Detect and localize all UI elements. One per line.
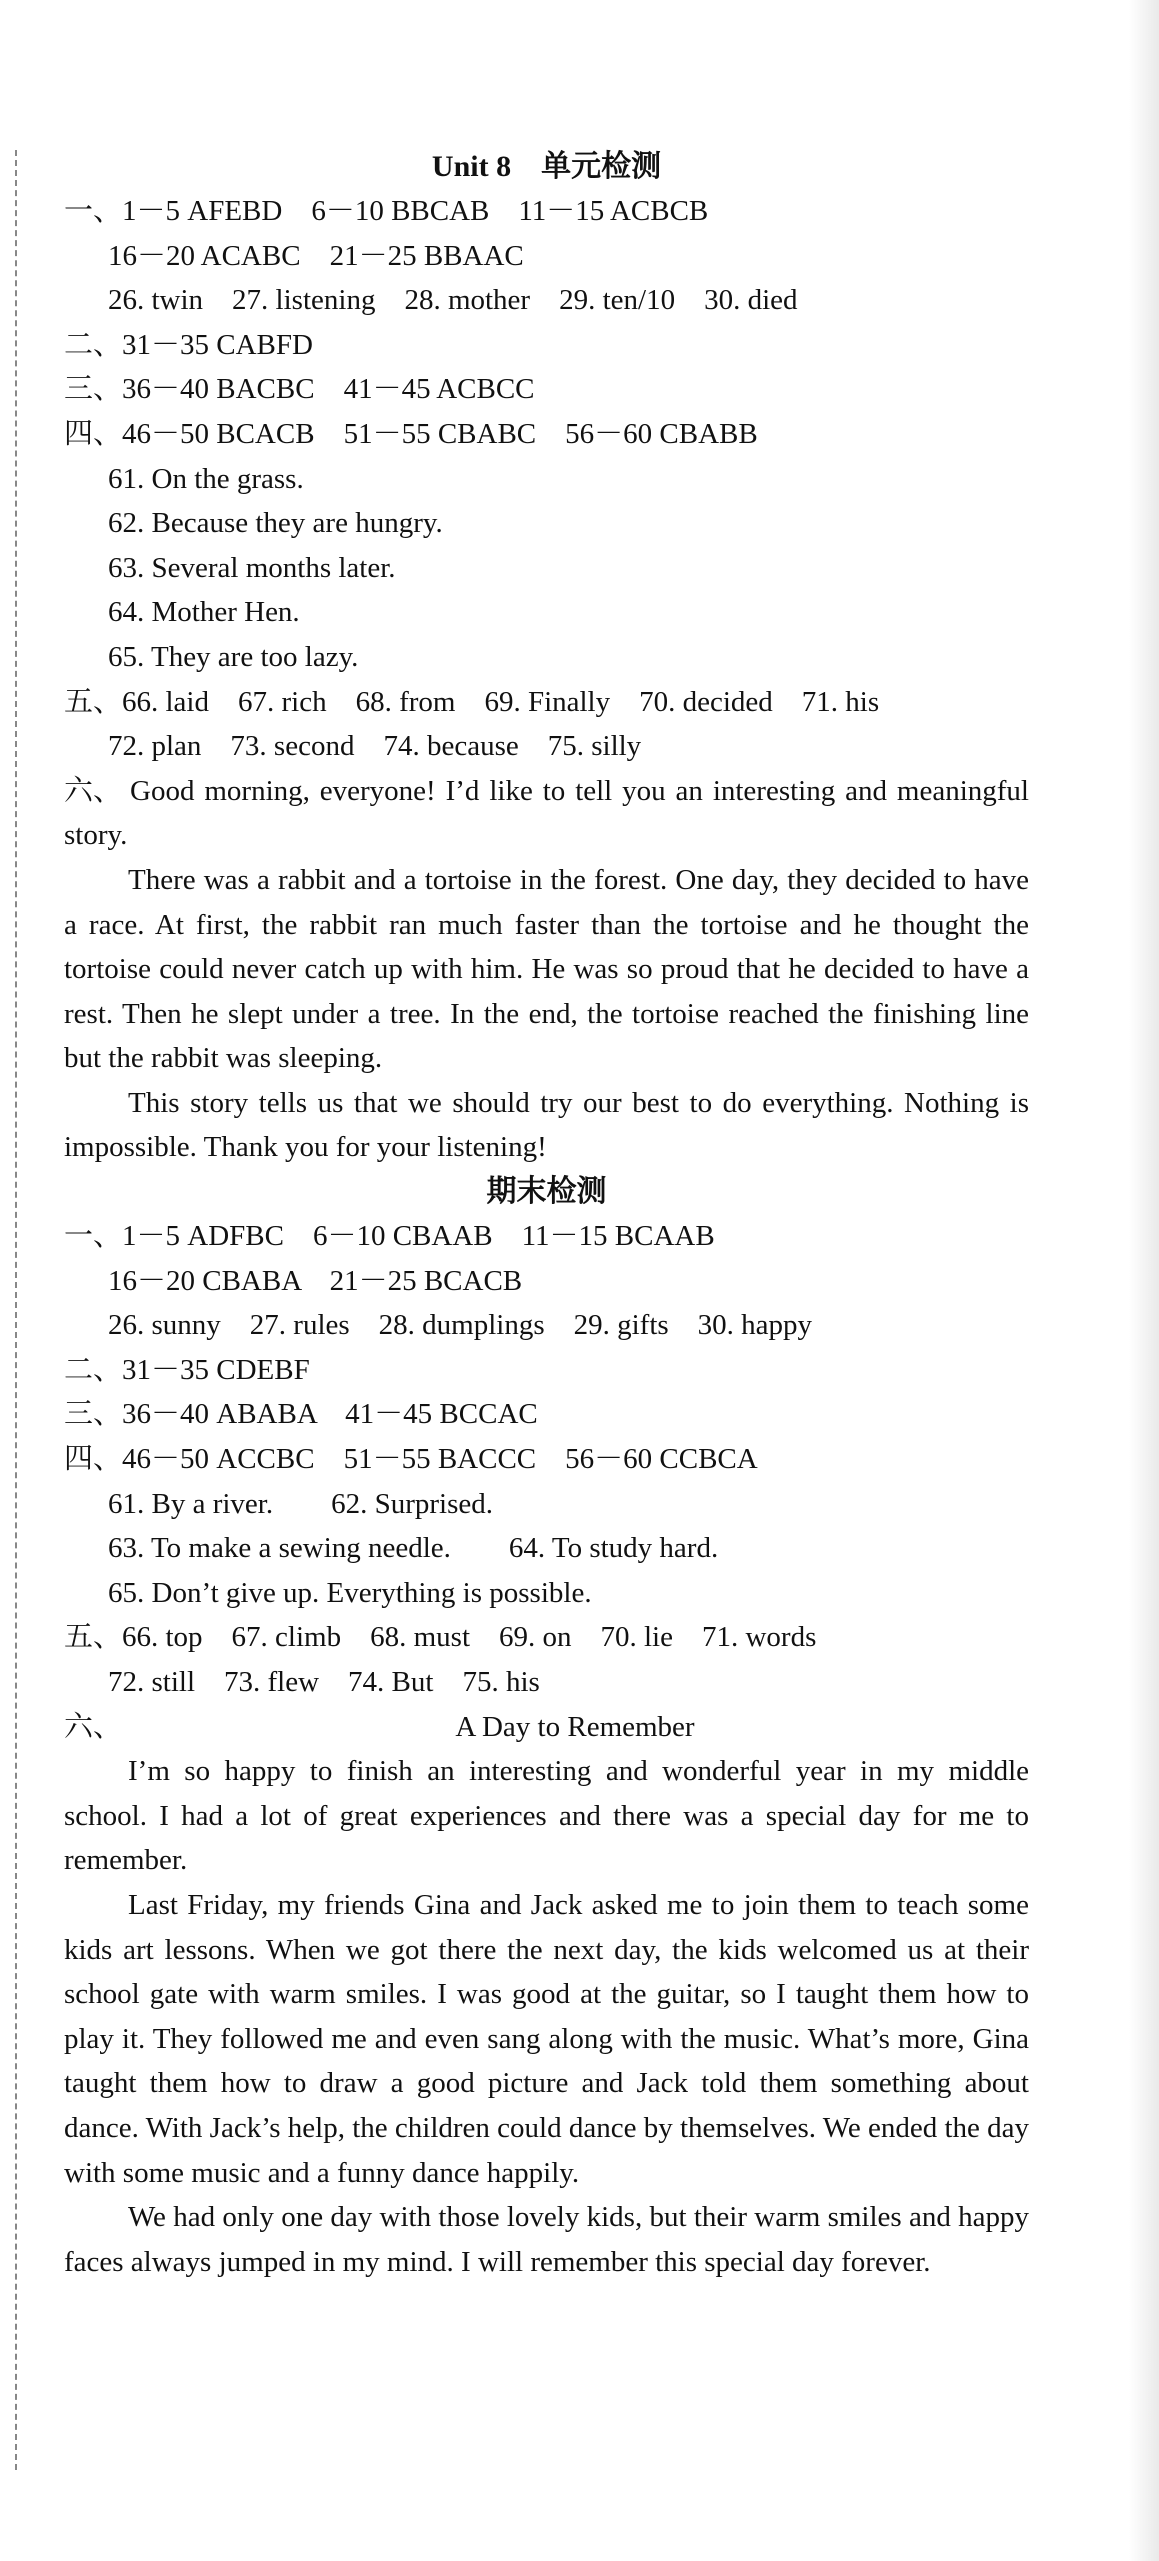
unit8-s5-row1: 五、66. laid 67. rich 68. from 69. Finally 70. decided 71. his — [64, 685, 880, 718]
unit8-s6-p1-text: Good morning, everyone! I’d like to tell you an interesting and meaningful story. — [64, 774, 1029, 852]
final-s6-label: 六、 — [64, 1710, 123, 1743]
final-s6-para1: I’m so happy to finish an interesting and wonderful year in my middle school. I had a lot of great experiences and there was a special day for me to remember. — [64, 1755, 1029, 1877]
essay-title: A Day to Remember — [455, 1710, 695, 1743]
final-s2: 二、31－35 CDEBF — [64, 1353, 310, 1386]
final-s1-row1: 一、1－5 ADFBC 6－10 CBAAB 11－15 BCAAB — [64, 1220, 715, 1253]
final-s3: 三、36－40 ABABA 41－45 BCCAC — [64, 1398, 538, 1431]
unit8-s6-label: 六、 — [64, 774, 123, 807]
unit8-s5-row2: 72. plan 73. second 74. because 75. silly — [108, 730, 642, 763]
final-s5-row1: 五、66. top 67. climb 68. must 69. on 70. lie 71. words — [64, 1621, 817, 1654]
answer-content — [64, 145, 1029, 2284]
unit8-s6-para2: There was a rabbit and a tortoise in the forest. One day, they decided to have a race. At first, the rabbit ran much faster than the tortoise and he thought the tortoise could never catch up with him. He was so proud that he decided to have a rest. Then he slept under a tree. In the end, the tortoise reached the finishing line but the rabbit was sleeping. — [64, 863, 1029, 1075]
final-s4-row2: 61. By a river. 62. Surprised. — [108, 1487, 494, 1520]
unit8-title: Unit 8 单元检测 — [431, 150, 662, 183]
final-s4-row3: 63. To make a sewing needle. 64. To study hard. — [108, 1532, 719, 1565]
final-s1-row3: 26. sunny 27. rules 28. dumplings 29. gifts 30. happy — [108, 1309, 813, 1342]
unit8-s2: 二、31－35 CABFD — [64, 328, 313, 361]
unit8-s3: 三、36－40 BACBC 41－45 ACBCC — [64, 373, 535, 406]
unit8-s4-row1: 四、46－50 BCACB 51－55 CBABC 56－60 CBABB — [64, 417, 758, 450]
unit8-s1-row1: 一、1－5 AFEBD 6－10 BBCAB 11－15 ACBCB — [64, 195, 709, 227]
unit8-answer-64: 64. Mother Hen. — [108, 596, 300, 629]
unit8-s6-para1 — [64, 769, 1029, 858]
final-s1-row2: 16－20 CBABA 21－25 BCACB — [108, 1264, 523, 1297]
unit8-s1-row3: 26. twin 27. listening 28. mother 29. ten/10 30. died — [108, 284, 798, 317]
unit8-answer-61: 61. On the grass. — [108, 462, 304, 495]
binding-dashed-line — [15, 150, 17, 2470]
final-s6-para3: We had only one day with those lovely kids, but their warm smiles and happy faces always jumped in my mind. I will remember this special day forever. — [64, 2201, 1029, 2278]
final-s5-row2: 72. still 73. flew 74. But 75. his — [108, 1666, 540, 1698]
final-title: 期末检测 — [486, 1175, 607, 1209]
unit8-answer-63: 63. Several months later. — [108, 551, 396, 584]
unit8-answer-62: 62. Because they are hungry. — [108, 507, 443, 540]
unit8-answer-65: 65. They are too lazy. — [108, 640, 359, 673]
final-s4-row4: 65. Don’t give up. Everything is possible. — [108, 1576, 592, 1609]
page-edge-shadow — [1129, 0, 1159, 2561]
final-s4-row1: 四、46－50 ACCBC 51－55 BACCC 56－60 CCBCA — [64, 1443, 758, 1476]
unit8-s1-row2: 16－20 ACABC 21－25 BBAAC — [108, 239, 524, 272]
unit8-s6-para3: This story tells us that we should try our best to do everything. Nothing is impossible. Thank you for your listening! — [64, 1086, 1029, 1164]
final-s6-para2: Last Friday, my friends Gina and Jack asked me to join them to teach some kids art lessons. When we got there the next day, the kids welcomed us at their school gate with warm smiles. I was good at the guitar, so I taught them how to play it. They followed me and even sang along with the music. What’s more, Gina taught them how to draw a good picture and Jack told them something about dance. With Jack’s help, the children could dance by themselves. We ended the day with some music and a funny dance happily. — [64, 1888, 1030, 2189]
final-s6-heading — [64, 1705, 1029, 1750]
